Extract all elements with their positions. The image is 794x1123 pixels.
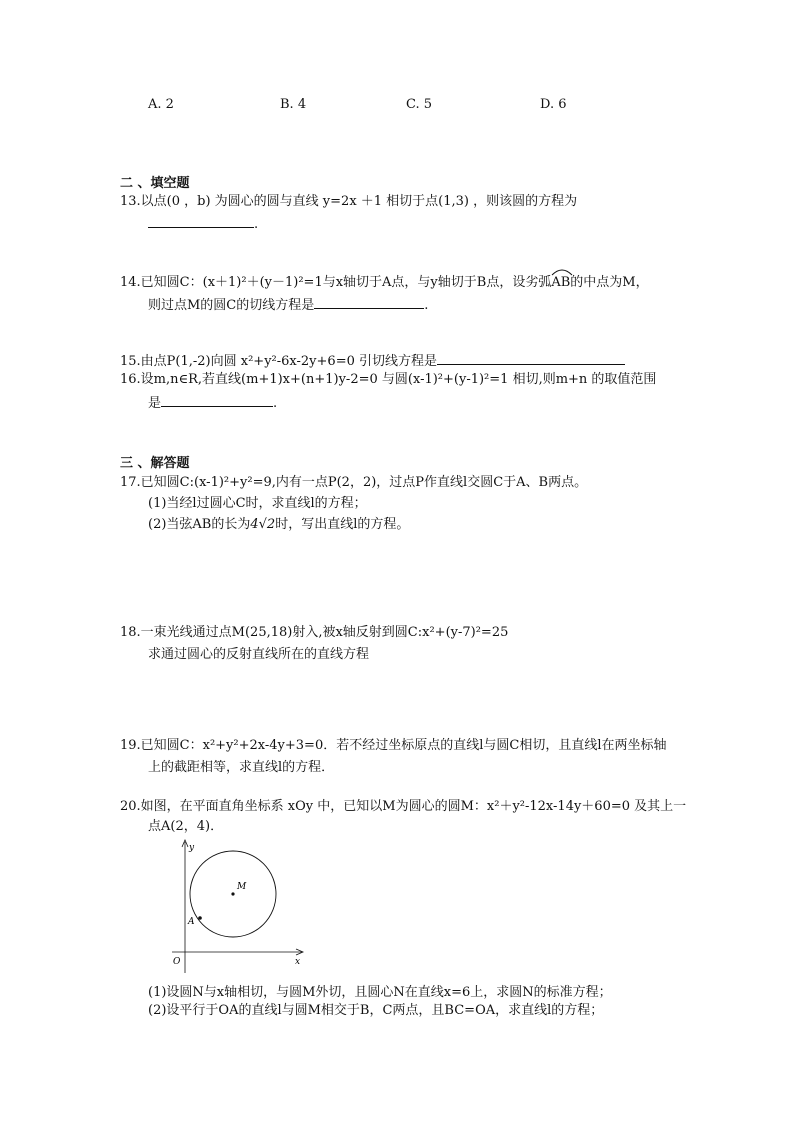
q19-line-1: 19.已知圆C：x²+y²+2x-4y+3=0．若不经过坐标原点的直线l与圆C相切，且直线l在两坐标轴 bbox=[120, 738, 667, 753]
section-2-heading: 二 、填空题 bbox=[120, 176, 190, 191]
option-a: A. 2 bbox=[148, 97, 174, 112]
q16-blank[interactable] bbox=[161, 392, 273, 407]
q17-math: 4√2 bbox=[250, 517, 276, 532]
q17-part-2a: (2)当弦AB的长为 bbox=[148, 517, 251, 532]
q15-text: 15.由点P(1,-2)向圆 x²+y²-6x-2y+6=0 引切线方程是 bbox=[120, 354, 437, 369]
q17-part-1: (1)当经l过圆心C时，求直线l的方程； bbox=[148, 496, 367, 511]
section-3-heading: 三 、解答题 bbox=[120, 456, 190, 471]
q13-text: 13.以点(0 ，b) 为圆心的圆与直线 y=2x ＋1 相切于点(1,3) ，则该圆的方程为 bbox=[120, 194, 578, 209]
q20-part-2: (2)设平行于OA的直线l与圆M相交于B，C两点，且BC=OA，求直线l的方程； bbox=[148, 1003, 604, 1018]
q15-line bbox=[120, 350, 625, 371]
q14-end: . bbox=[424, 298, 429, 313]
q18-line-1: 18.一束光线通过点M(25,18)射入,被x轴反射到圆C:x²+(y-7)²=25 bbox=[120, 625, 509, 640]
label-a: A bbox=[188, 917, 195, 927]
q20-part-1: (1)设圆N与x轴相切，与圆M外切，且圆心N在直线x=6上，求圆N的标准方程； bbox=[148, 985, 612, 1000]
q17-part-2 bbox=[148, 516, 409, 534]
q16-line-2-text: 是 bbox=[148, 396, 162, 411]
q20-line-1: 20.如图，在平面直角坐标系 xOy 中，已知以M为圆心的圆M：x²＋y²-12x-14y＋60=0 及其上一 bbox=[120, 799, 687, 814]
label-y: y bbox=[189, 843, 195, 853]
q15-blank[interactable] bbox=[437, 350, 625, 365]
label-x: x bbox=[295, 957, 301, 967]
label-o: O bbox=[173, 957, 181, 967]
q18-line-2: 求通过圆心的反射直线所在的直线方程 bbox=[148, 647, 370, 662]
q16-line-2 bbox=[148, 392, 277, 413]
arc-mark-icon bbox=[551, 268, 573, 276]
q13-end: . bbox=[254, 217, 259, 232]
q20-line-2: 点A(2，4)． bbox=[148, 819, 224, 834]
q14-blank[interactable] bbox=[314, 294, 424, 309]
q17-line-1: 17.已知圆C:(x-1)²+y²=9,内有一点P(2，2)，过点P作直线l交圆C于A、B两点。 bbox=[120, 475, 588, 490]
q16-end: . bbox=[273, 396, 278, 411]
q14-arc bbox=[551, 274, 570, 292]
coordinate-figure bbox=[160, 838, 310, 978]
q14-line-2-text: 则过点M的圆C的切线方程是 bbox=[148, 298, 315, 313]
option-d: D. 6 bbox=[540, 97, 567, 112]
center-m-point bbox=[231, 892, 234, 895]
label-m: M bbox=[237, 882, 247, 892]
q19-line-2: 上的截距相等，求直线l的方程． bbox=[148, 760, 335, 775]
q20-figure bbox=[160, 838, 310, 978]
q14-arc-label: AB bbox=[551, 275, 571, 290]
q16-line-1: 16.设m,n∈R,若直线(m+1)x+(n+1)y-2=0 与圆(x-1)²+(y-1)²=1 相切,则m+n 的取值范围 bbox=[120, 372, 657, 387]
q14-line-1a: 14.已知圆C：(x＋1)²＋(y－1)²=1与x轴切于A点，与y轴切于B点，设劣弧 bbox=[120, 275, 552, 290]
option-b: B. 4 bbox=[280, 97, 307, 112]
point-a bbox=[198, 916, 202, 920]
q14-line-1b: 的中点为M， bbox=[570, 275, 649, 290]
q14-line-1 bbox=[120, 274, 649, 292]
option-c: C. 5 bbox=[406, 97, 433, 112]
q13-answer-line bbox=[148, 213, 258, 234]
q13-blank[interactable] bbox=[148, 213, 254, 228]
q17-part-2b: 时，写出直线l的方程。 bbox=[275, 517, 410, 532]
q14-line-2 bbox=[148, 294, 428, 315]
